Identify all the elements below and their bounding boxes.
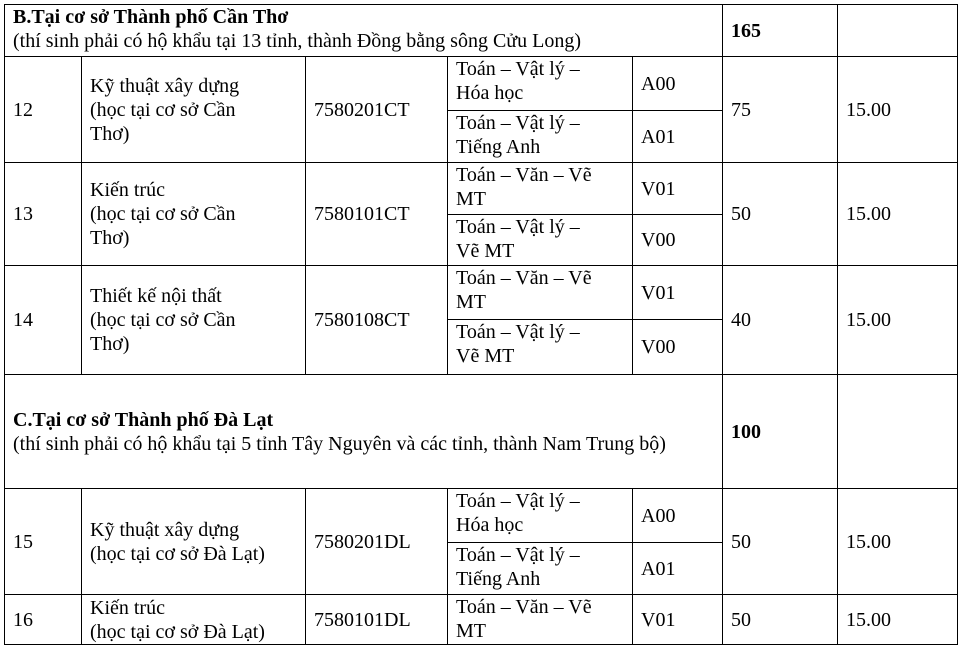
section-title: B.Tại cơ sở Thành phố Cần Thơ xyxy=(13,6,289,28)
row-stt: 15 xyxy=(4,488,82,595)
empty-cell xyxy=(837,4,958,57)
major-code: 7580108CT xyxy=(305,265,448,375)
subject-combo: Toán – Vật lý – Hóa học xyxy=(447,488,633,543)
combo-code: V01 xyxy=(632,265,723,320)
subject-combo: Toán – Văn – Vẽ MT xyxy=(447,265,633,320)
section-header-b xyxy=(4,4,723,57)
quota-value: 50 xyxy=(722,162,838,266)
row-stt: 14 xyxy=(4,265,82,375)
major-code: 7580201CT xyxy=(305,56,448,163)
subject-combo: Toán – Văn – Vẽ MT xyxy=(447,162,633,215)
major-name: Kiến trúc (học tại cơ sở Đà Lạt) xyxy=(81,594,306,645)
combo-code: V00 xyxy=(632,319,723,375)
major-name: Kỹ thuật xây dựng (học tại cơ sở Đà Lạt) xyxy=(81,488,306,595)
major-name: Thiết kế nội thất (học tại cơ sở Cần Thơ) xyxy=(81,265,306,375)
quota-value: 50 xyxy=(722,488,838,595)
quota-value: 75 xyxy=(722,56,838,163)
combo-code: V00 xyxy=(632,214,723,266)
combo-code: A01 xyxy=(632,542,723,595)
subject-combo: Toán – Văn – Vẽ MT xyxy=(447,594,633,645)
section-quota: 100 xyxy=(722,374,838,489)
major-name: Kiến trúc (học tại cơ sở Cần Thơ) xyxy=(81,162,306,266)
section-note: (thí sinh phải có hộ khẩu tại 13 tỉnh, thành Đồng bằng sông Cửu Long) xyxy=(13,30,581,52)
combo-code: V01 xyxy=(632,594,723,645)
row-stt: 13 xyxy=(4,162,82,266)
quota-value: 40 xyxy=(722,265,838,375)
major-code: 7580201DL xyxy=(305,488,448,595)
subject-combo: Toán – Vật lý – Vẽ MT xyxy=(447,319,633,375)
combo-code: A00 xyxy=(632,56,723,111)
score-value: 15.00 xyxy=(837,56,958,163)
row-stt: 12 xyxy=(4,56,82,163)
section-note: (thí sinh phải có hộ khẩu tại 5 tỉnh Tây Nguyên và các tỉnh, thành Nam Trung bộ) xyxy=(13,432,666,455)
combo-code: V01 xyxy=(632,162,723,215)
score-value: 15.00 xyxy=(837,265,958,375)
score-value: 15.00 xyxy=(837,162,958,266)
score-value: 15.00 xyxy=(837,594,958,645)
section-title: C.Tại cơ sở Thành phố Đà Lạt xyxy=(13,408,274,431)
combo-code: A00 xyxy=(632,488,723,543)
row-stt: 16 xyxy=(4,594,82,645)
section-quota: 165 xyxy=(722,4,838,57)
empty-cell xyxy=(837,374,958,489)
section-header-c xyxy=(4,374,723,489)
quota-value: 50 xyxy=(722,594,838,645)
major-name: Kỹ thuật xây dựng (học tại cơ sở Cần Thơ) xyxy=(81,56,306,163)
major-code: 7580101DL xyxy=(305,594,448,645)
subject-combo: Toán – Vật lý – Tiếng Anh xyxy=(447,542,633,595)
subject-combo: Toán – Vật lý – Vẽ MT xyxy=(447,214,633,266)
score-value: 15.00 xyxy=(837,488,958,595)
combo-code: A01 xyxy=(632,110,723,163)
subject-combo: Toán – Vật lý – Hóa học xyxy=(447,56,633,111)
subject-combo: Toán – Vật lý – Tiếng Anh xyxy=(447,110,633,163)
major-code: 7580101CT xyxy=(305,162,448,266)
